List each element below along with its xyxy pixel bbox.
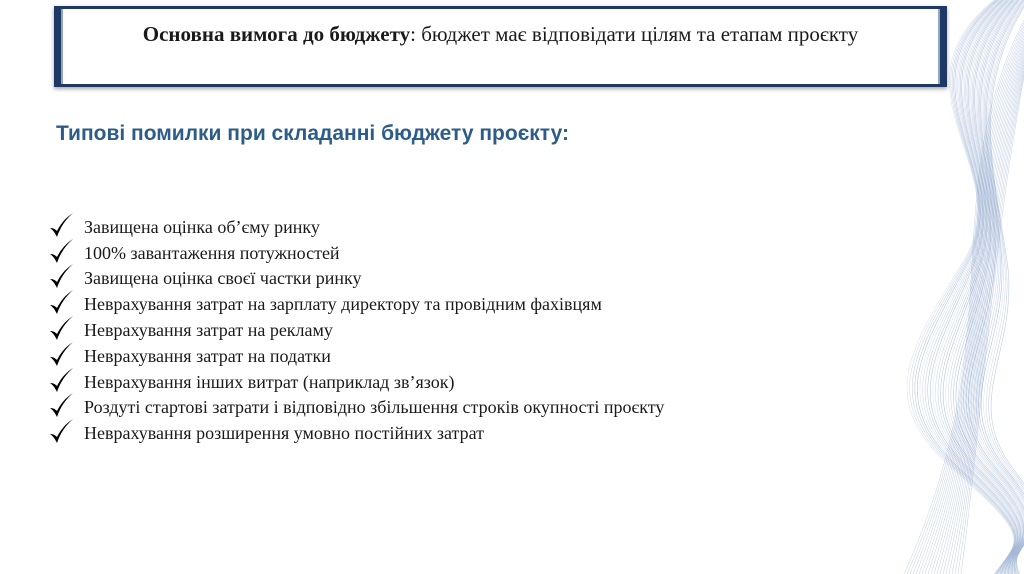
list-item [46,393,896,419]
list-item-text: Неврахування інших витрат (наприклад зв’язок) [84,371,455,392]
checkmark-icon [46,417,76,447]
list-item-text: 100% завантаження потужностей [84,242,340,263]
list-item [46,289,896,315]
list-item [46,212,896,238]
list-item [46,238,896,264]
list-item [46,264,896,290]
list-item [46,341,896,367]
list-item-text: Неврахування розширення умовно постійних затрат [84,423,484,444]
title-banner [54,6,947,87]
banner-title-rest: : бюджет має відповідати цілям та етапам проєкту [410,22,859,46]
list-item-text: Завищена оцінка об’єму ринку [84,216,320,237]
banner-title-bold: Основна вимога до бюджету [142,22,411,46]
wave-line [961,77,1024,574]
wave-line [934,50,1024,574]
list-item-text: Завищена оцінка своєї частки ринку [84,268,362,289]
list-item [46,367,896,393]
list-item-text: Неврахування затрат на рекламу [84,319,333,340]
list-item [46,315,896,341]
mistakes-list [46,212,896,444]
list-item-text: Неврахування затрат на зарплату директору та провідним фахівцям [84,294,602,315]
list-item [46,418,896,444]
list-item-text: Неврахування затрат на податки [84,345,331,366]
banner-title [81,20,920,48]
section-subtitle: Типові помилки при складанні бюджету проєкту: [56,122,570,145]
list-item-text: Роздуті стартові затрати і відповідно збільшення строків окупності проєкту [84,397,665,418]
